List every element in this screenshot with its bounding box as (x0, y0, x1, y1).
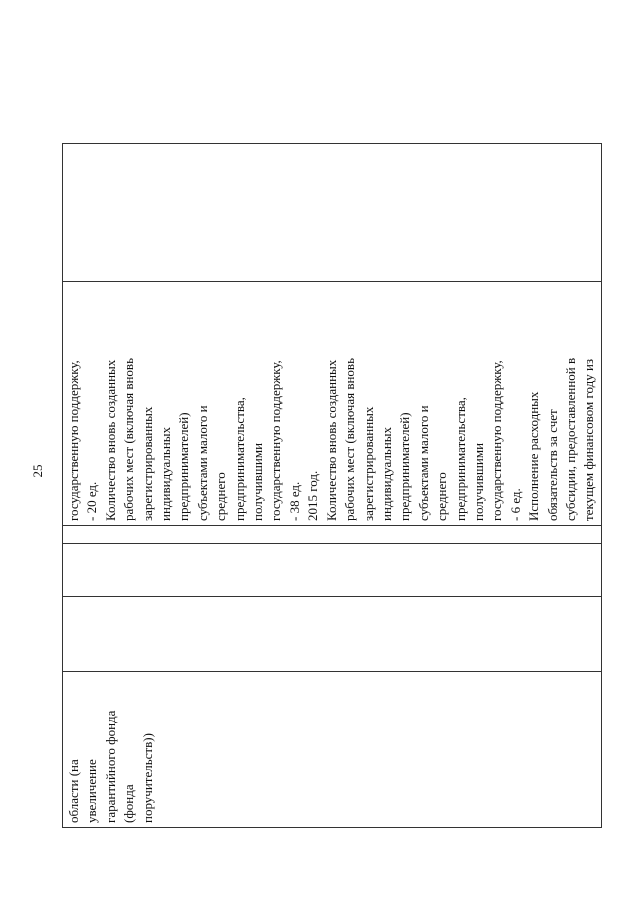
table-cell-empty (63, 526, 602, 544)
rotated-table-frame (62, 144, 597, 828)
table-row (63, 144, 602, 828)
document-table (62, 143, 602, 828)
table-cell-empty (63, 544, 602, 597)
page-number: 25 (30, 464, 45, 478)
table-cell-empty (63, 144, 602, 282)
table-container (62, 144, 597, 828)
table-cell-empty (63, 597, 602, 672)
cell-description-text: области (на увеличение гарантийного фонда (фонда поручительств)) (66, 710, 155, 823)
table-cell-description (63, 672, 602, 828)
table-cell-indicators (63, 282, 602, 526)
cell-indicators-text: государственную поддержку, - 20 ед. Количество вновь созданных рабочих мест (включая вновь зарегистрированных индивидуальных предпринимателей) субъектами малого и среднего предпринимательства, получившими государственную поддержку, - 38 ед. 2015 год. Количество вновь созданных рабочих мест (включая вновь зарегистрированных индивидуальных предпринимателей) субъектами малого и среднего предпринимательства, получившими государственную поддержку, - 6 ед. Исполнение расходных обязательств за счет субсидии, предоставленной в текущем финансовом году из (66, 357, 597, 521)
